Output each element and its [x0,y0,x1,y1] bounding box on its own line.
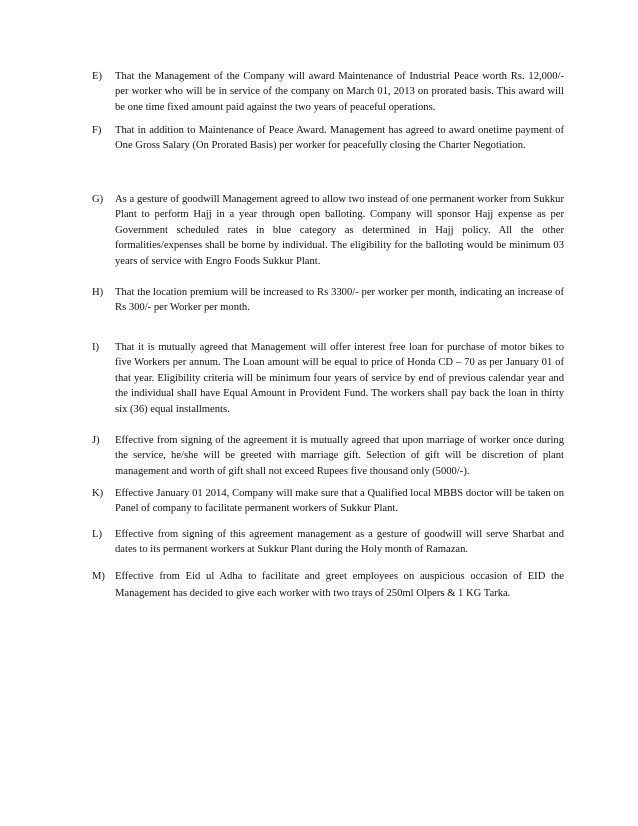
clause-letter: L) [92,529,102,540]
clause-letter: E) [92,71,102,82]
clause-text: That the location premium will be increased to Rs 3300/- per worker per month, indicating an increase of Rs 300/- per Worker per month. [115,287,564,314]
clause-j [92,433,564,479]
clause-text: That it is mutually agreed that Management will offer interest free loan for purchase of motor bikes to five Workers per annum. The Loan amount will be equal to price of Honda CD – 70 as per January 01 of that year. Eligibility criteria will be minimum four years of service by end of previous calendar year and the individual shall have Equal Amount in Provident Fund. The workers shall pay back the loan in thirty six (36) equal installments. [115,342,564,415]
clause-text: That in addition to Maintenance of Peace Award. Management has agreed to award onetime payment of One Gross Salary (On Prorated Basis) per worker for peacefully closing the Charter Negotiation. [115,125,564,152]
clause-letter: K) [92,488,104,499]
clause-g [92,192,564,269]
clause-letter: F) [92,125,102,136]
clause-letter: H) [92,287,104,298]
clause-text: As a gesture of goodwill Management agreed to allow two instead of one permanent worker from Sukkur Plant to perform Hajj in a year through open balloting. Company will sponsor Hajj expense as per Government scheduled rates in blue category as determined in Hajj policy. All the other formalities/expenses shall be borne by individual. The eligibility for the balloting would be minimum 03 years of service with Engro Foods Sukkur Plant. [115,194,564,267]
clause-text: Effective from signing of this agreement management as a gesture of goodwill will serve Sharbat and dates to its permanent workers at Sukkur Plant during the Holy month of Ramazan. [115,529,564,556]
clause-k [92,486,564,517]
clause-e [92,69,564,115]
clause-letter: G) [92,194,104,205]
clause-h [92,285,564,316]
clause-letter: J) [92,435,100,446]
clause-m [92,568,564,602]
clause-letter: M) [92,571,105,582]
clause-l [92,527,564,558]
clause-f [92,123,564,154]
clause-text: Effective January 01 2014, Company will make sure that a Qualified local MBBS doctor will be taken on Panel of company to facilitate permanent workers of Sukkur Plant. [115,488,564,515]
clause-text: Effective from Eid ul Adha to facilitate and greet employees on auspicious occasion of EID the Management has decided to give each worker with two trays of 250ml Olpers & 1 KG Tarka. [115,571,564,599]
clause-text: That the Management of the Company will award Maintenance of Industrial Peace worth Rs. 12,000/- per worker who will be in service of the company on March 01, 2013 on prorated basis. This award will be one time fixed amount paid against the two years of peaceful operations. [115,71,564,113]
clause-i [92,340,564,417]
clause-letter: I) [92,342,100,353]
clause-text: Effective from signing of the agreement it is mutually agreed that upon marriage of worker once during the service, he/she will be greeted with marriage gift. Selection of gift will be discretion of plant management and worth of gift shall not exceed Rupees five thousand only (5000/-). [115,435,564,477]
